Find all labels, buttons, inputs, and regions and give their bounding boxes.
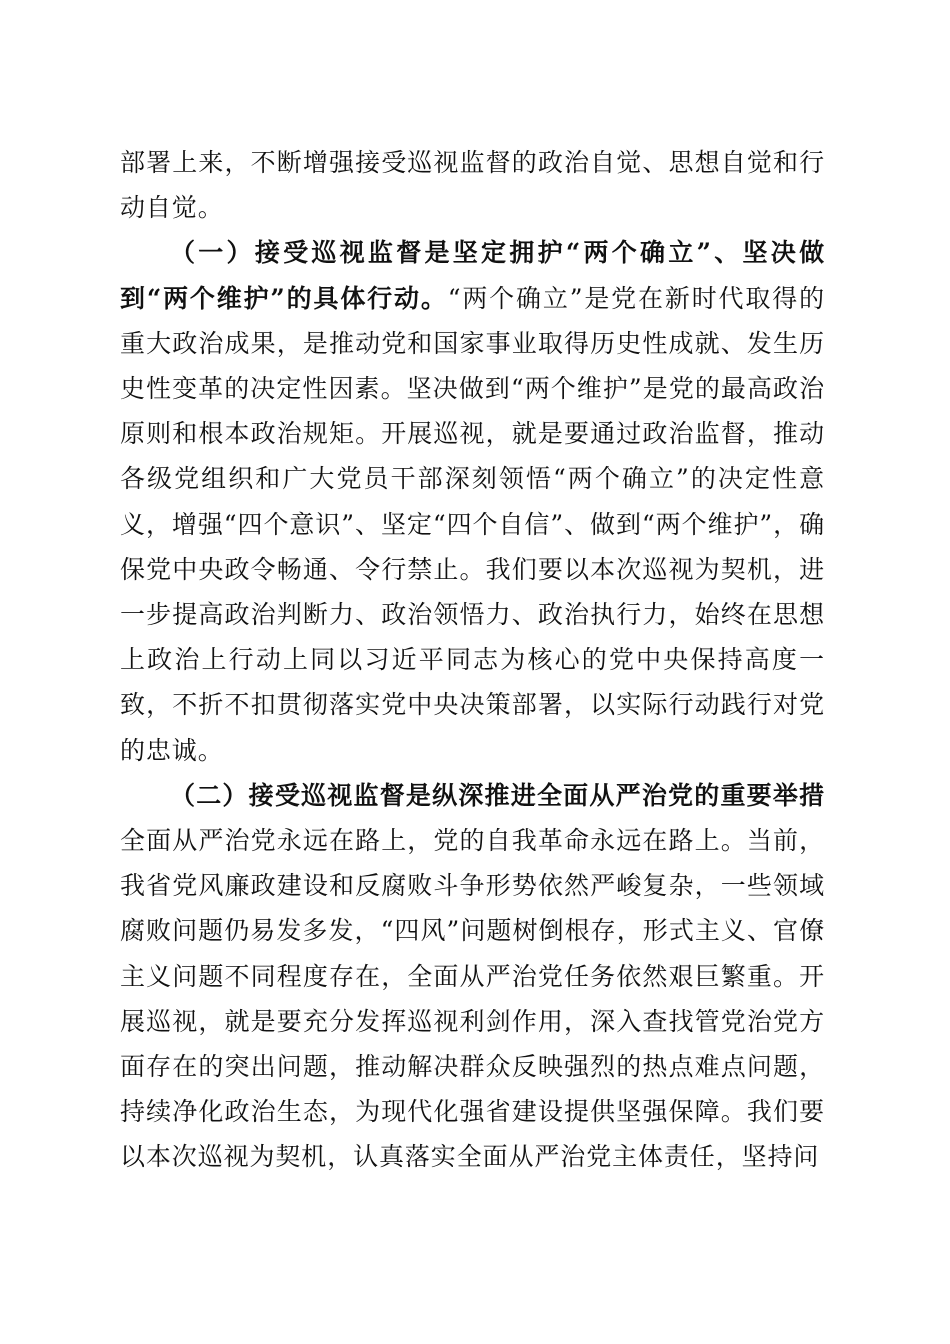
paragraph-text: 部署上来，不断增强接受巡视监督的政治自觉、思想自觉和行动自觉。 [120,148,825,223]
paragraph-section-one [120,230,825,772]
paragraph-section-two [120,773,825,1180]
section-heading-two: （二）接受巡视监督是纵深推进全面从严治党的重要举措 [170,780,825,810]
paragraph-text: “两个确立”是党在新时代取得的重大政治成果，是推动党和国家事业取得历史性成就、发生历史性变革的决定性因素。坚决做到“两个维护”是党的最高政治原则和根本政治规矩。开展巡视，就是要通过政治监督，推动各级党组织和广大党员干部深刻领悟“两个确立”的决定性意义，增强“四个意识”、坚定“四个自信”、做到“两个维护”，确保党中央政令畅通、令行禁止。我们要以本次巡视为契机，进一步提高政治判断力、政治领悟力、政治执行力，始终在思想上政治上行动上同以习近平同志为核心的党中央保持高度一致，不折不扣贯彻落实党中央决策部署，以实际行动践行对党的忠诚。 [120,283,825,765]
document-body [120,140,825,1180]
paragraph-text: 全面从严治党永远在路上，党的自我革命永远在路上。当前，我省党风廉政建设和反腐败斗争形势依然严峻复杂，一些领域腐败问题仍易发多发，“四风”问题树倒根存，形式主义、官僚主义问题不同程度存在，全面从严治党任务依然艰巨繁重。开展巡视，就是要充分发挥巡视利剑作用，深入查找管党治党方面存在的突出问题，推动解决群众反映强烈的热点难点问题，持续净化政治生态，为现代化强省建设提供坚强保障。我们要以本次巡视为契机，认真落实全面从严治党主体责任，坚持问 [120,826,825,1172]
paragraph-continuation [120,140,825,230]
section-heading-one: （一）接受巡视监督是坚定拥护“两个确立”、坚决做到“两个维护”的具体行动。 [120,238,825,313]
